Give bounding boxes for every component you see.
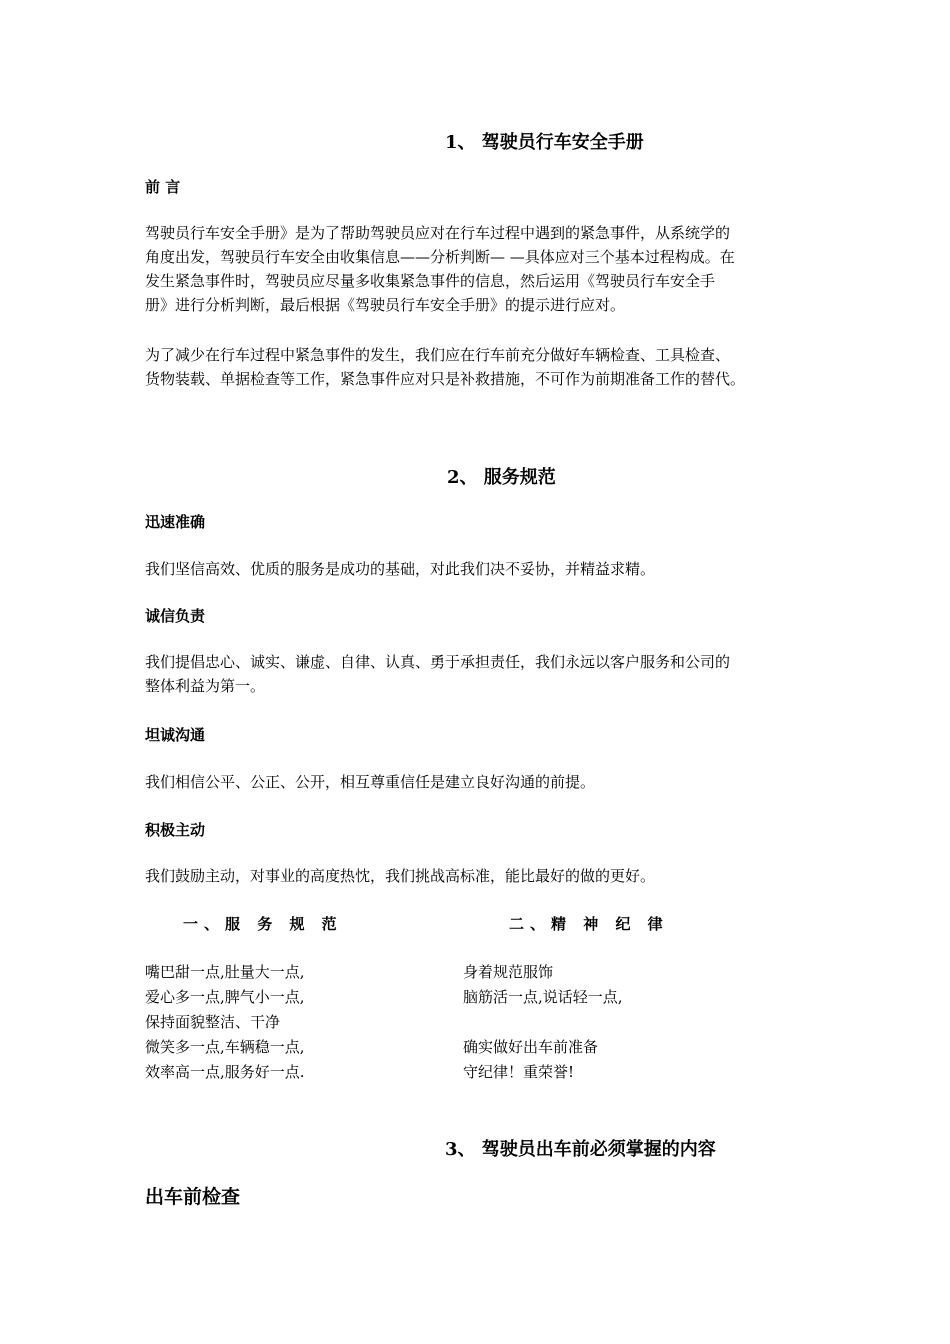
item-text-initiative — [145, 864, 815, 888]
preface-paragraph-2 — [145, 343, 815, 391]
list-item: 保持面貌整洁、干净 — [145, 1013, 281, 1031]
paragraph-line: 我们相信公平、公正、公开，相互尊重信任是建立良好沟通的前提。 — [145, 773, 596, 791]
item-text-integrity — [145, 650, 815, 698]
item-text-speed — [145, 557, 815, 581]
paragraph-line: 我们提倡忠心、诚实、谦虚、自律、认真、勇于承担责任，我们永远以客户服务和公司的 — [145, 653, 731, 671]
list-item: 身着规范服饰 — [463, 963, 554, 981]
item-text-communication — [145, 770, 815, 794]
paragraph-line: 整体利益为第一。 — [145, 677, 266, 695]
list-item: 效率高一点,服务好一点. — [145, 1063, 305, 1081]
paragraph-line: 我们坚信高效、优质的服务是成功的基础，对此我们决不妥协，并精益求精。 — [145, 560, 656, 578]
paragraph-line: 驾驶员行车安全手册》是为了帮助驾驶员应对在行车过程中遇到的紧急事件，从系统学的 — [145, 224, 731, 242]
paragraph-line: 册》进行分析判断，最后根据《驾驶员行车安全手册》的提示进行应对。 — [145, 296, 626, 314]
right-column-list — [463, 960, 623, 1085]
section3-subheading: 出车前检查 — [145, 1186, 241, 1208]
preface-paragraph-1 — [145, 221, 815, 317]
preface-heading: 前 言 — [145, 178, 181, 196]
item-heading-integrity: 诚信负责 — [145, 607, 206, 625]
section2-title: 2、 服务规范 — [447, 467, 556, 488]
paragraph-line: 货物装载、单据检查等工作，紧急事件应对只是补救措施，不可作为前期准备工作的替代。 — [145, 370, 746, 388]
left-column-heading: 一、服 务 规 范 — [183, 915, 343, 933]
paragraph-line: 我们鼓励主动，对事业的高度热忱，我们挑战高标准，能比最好的做的更好。 — [145, 867, 656, 885]
paragraph-line: 角度出发，驾驶员行车安全由收集信息——分析判断— —具体应对三个基本过程构成。在 — [145, 248, 735, 266]
item-heading-speed: 迅速准确 — [145, 513, 206, 531]
list-item: 爱心多一点,脾气小一点, — [145, 988, 305, 1006]
item-heading-communication: 坦诚沟通 — [145, 726, 206, 744]
list-item: 确实做好出车前准备 — [463, 1038, 599, 1056]
paragraph-line: 发生紧急事件时，驾驶员应尽量多收集紧急事件的信息，然后运用《驾驶员行车安全手 — [145, 272, 716, 290]
list-item: 微笑多一点,车辆稳一点, — [145, 1038, 305, 1056]
right-column-heading: 二、精 神 纪 律 — [509, 915, 669, 933]
list-item: 嘴巴甜一点,肚量大一点, — [145, 963, 305, 981]
paragraph-line: 为了减少在行车过程中紧急事件的发生，我们应在行车前充分做好车辆检查、工具检查、 — [145, 346, 731, 364]
list-item: 脑筋活一点,说话轻一点, — [463, 988, 623, 1006]
section3-title: 3、 驾驶员出车前必须掌握的内容 — [445, 1139, 716, 1160]
section1-title: 1、 驾驶员行车安全手册 — [445, 132, 644, 153]
list-item — [463, 1010, 623, 1035]
list-item: 守纪律！重荣誉! — [463, 1063, 575, 1081]
item-heading-initiative: 积极主动 — [145, 821, 206, 839]
left-column-list — [145, 960, 305, 1085]
